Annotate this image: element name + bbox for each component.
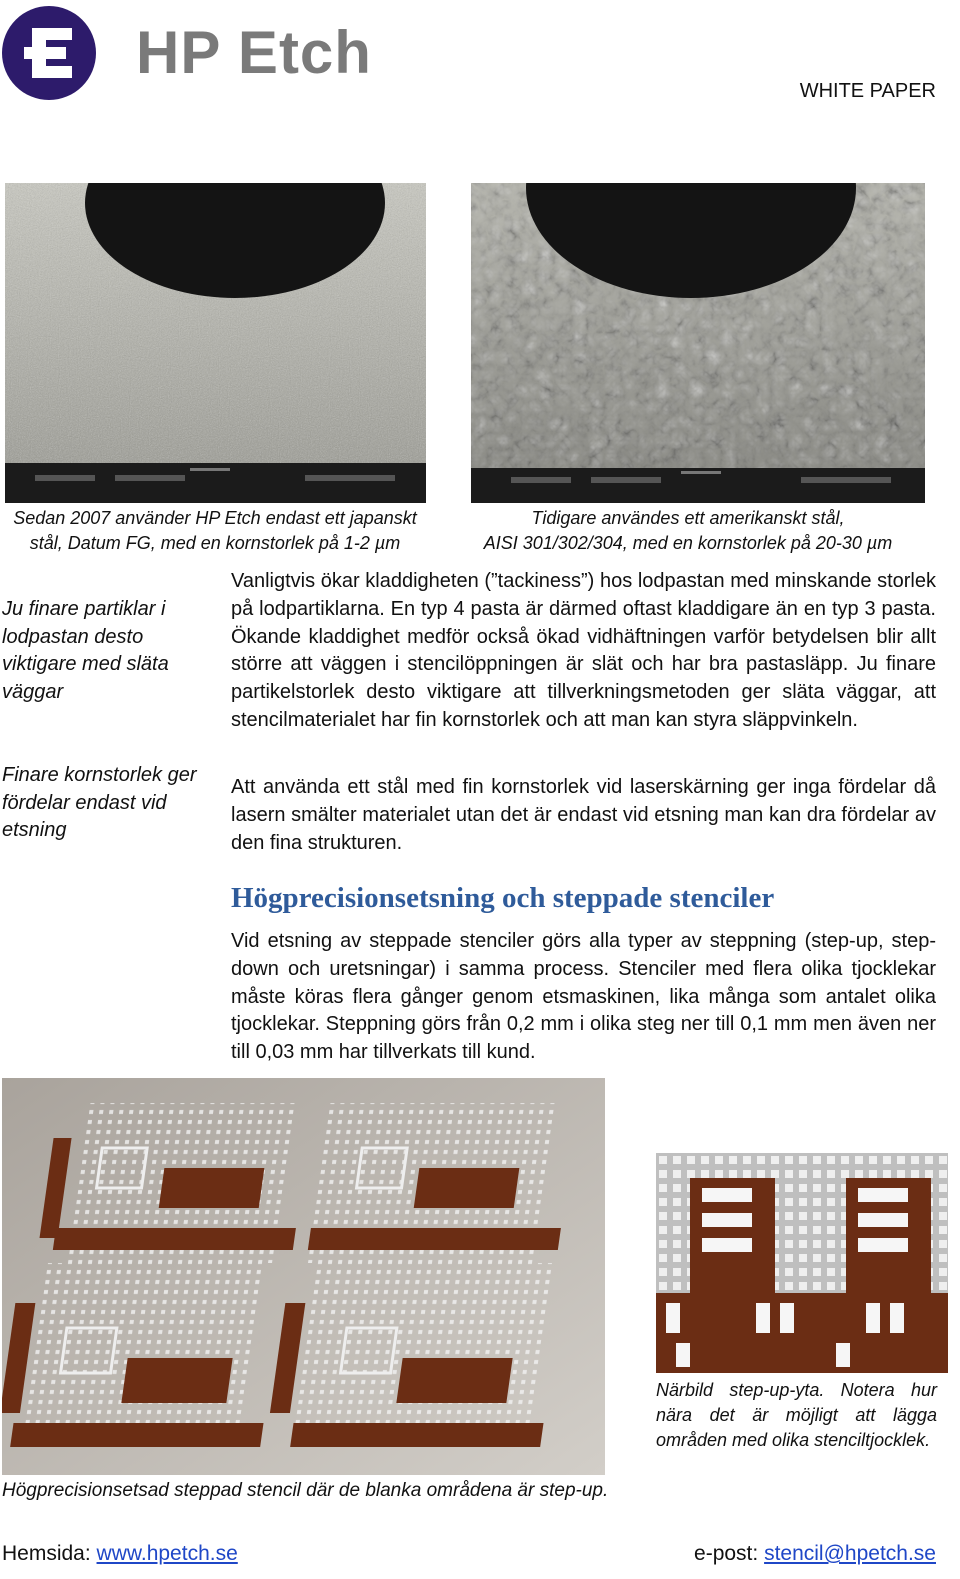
document-type-label: WHITE PAPER [799,80,936,102]
email-link[interactable]: stencil@hpetch.se [764,1542,936,1565]
micrograph-caption-right [470,506,906,556]
closeup-photo-caption: Närbild step-up-yta. Notera hur nära det är möjligt att lägga områden med olika stenciltjocklek. [656,1380,937,1450]
stepped-stencil-photo [2,1078,605,1475]
footer-homepage [2,1540,238,1568]
company-logo [2,6,96,100]
homepage-label: Hemsida: [2,1542,97,1565]
step-up-closeup-photo [656,1153,948,1373]
logo-icon [2,6,96,100]
caption-line: Tidigare användes ett amerikanskt stål, [531,508,845,528]
footer-email [694,1540,936,1568]
homepage-link[interactable]: www.hpetch.se [96,1542,238,1565]
email-label: e-post: [694,1542,765,1565]
section-heading: Högprecisionsetsning och steppade stenciler [231,882,775,914]
body-paragraph-tackiness: Vanligtvis ökar kladdigheten (”tackiness”) hos lodpastan med minskande storlek på lodpartiklarna. En typ 4 pasta är därmed oftast kladdigare än en typ 3 pasta. Ökande kladdighet medför också ökad vidhäftningen varför betydelsen blir allt större att väggen i stencilöppningen är slät och har bra pastasläpp. Ju finare partikelstorlek desto viktigare att tillverkningsmetoden ger släta väggar, att stencilmaterialet har fin kornstorlek och att man kan styra släppvinkeln. [231,570,936,731]
micrograph-japanese-steel [5,183,426,503]
caption-line: stål, Datum FG, med en kornstorlek på 1-2 µm [29,533,401,553]
caption-line: AISI 301/302/304, med en kornstorlek på 20-30 µm [483,533,893,553]
caption-line: Sedan 2007 använder HP Etch endast ett japanskt [13,508,417,528]
micrograph-caption-left [0,506,430,556]
sidebar-note-grain-size: Finare kornstorlek ger fördelar endast vid etsning [2,764,197,841]
brand-name: HP Etch [136,19,372,86]
body-paragraph-stepped: Vid etsning av steppade stenciler görs alla typer av steppning (step-up, step-down och uretsningar) i samma process. Stenciler med flera olika tjocklekar måste köras flera gånger genom etsmaskinen, lika många som antalet olika tjocklekar. Steppning görs från 0,2 mm i olika steg ner till 0,1 mm men även ner till 0,03 mm har tillverkats till kund. [231,930,936,1064]
stencil-photo-caption: Högprecisionsetsad steppad stencil där de blanka områdena är step-up. [2,1480,609,1501]
body-paragraph-laser: Att använda ett stål med fin kornstorlek vid laserskärning ger inga fördelar då lasern smälter materialet utan det är endast vid etsning man kan dra fördelar av den fina strukturen. [231,776,936,854]
sidebar-note-particles: Ju finare partiklar i lodpastan desto viktigare med släta väggar [2,598,169,703]
micrograph-american-steel [471,183,925,503]
